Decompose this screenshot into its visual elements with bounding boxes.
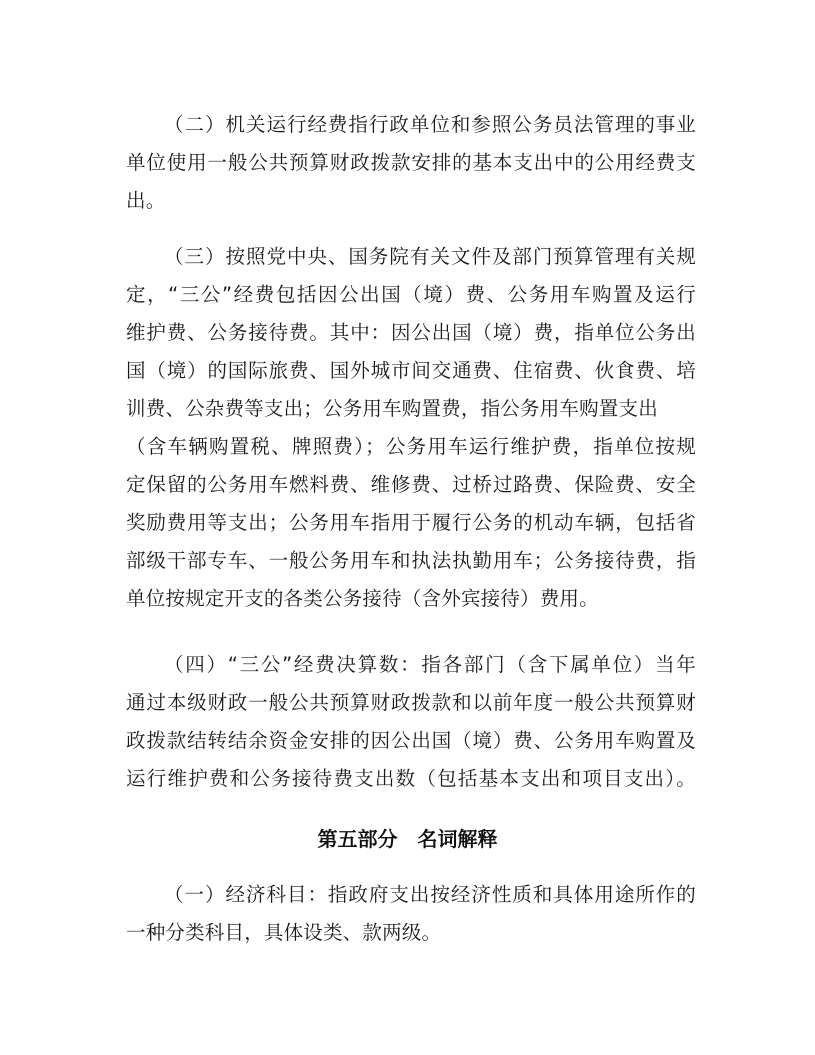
paragraph-line: 定保留的公务用车燃料费、维修费、过桥过路费、保险费、安全 bbox=[126, 473, 696, 496]
paragraph-line: （三）按照党中央、国务院有关文件及部门预算管理有关规 bbox=[164, 245, 696, 268]
paragraph-line: 运行维护费和公务接待费支出数（包括基本支出和项目支出）。 bbox=[126, 767, 696, 790]
paragraph-operating-expenses bbox=[126, 106, 696, 220]
paragraph-final-accounts bbox=[126, 646, 696, 798]
paragraph-line: 训费、公杂费等支出；公务用车购置费，指公务用车购置支出 bbox=[126, 397, 658, 420]
paragraph-line: 奖励费用等支出；公务用车指用于履行公务的机动车辆，包括省 bbox=[126, 511, 696, 534]
paragraph-line: 出。 bbox=[126, 189, 166, 212]
paragraph-line: 部级干部专车、一般公务用车和执法执勤用车；公务接待费，指 bbox=[126, 549, 696, 572]
paragraph-line: 政拨款结转结余资金安排的因公出国（境）费、公务用车购置及 bbox=[126, 729, 696, 752]
paragraph-line: （含车辆购置税、牌照费）；公务用车运行维护费，指单位按规 bbox=[126, 435, 696, 458]
paragraph-line: （四）“三公”经费决算数：指各部门（含下属单位）当年 bbox=[164, 653, 696, 676]
paragraph-economic-classification bbox=[126, 876, 696, 952]
paragraph-line: 单位按规定开支的各类公务接待（含外宾接待）费用。 bbox=[126, 587, 599, 610]
paragraph-line: 维护费、公务接待费。其中：因公出国（境）费，指单位公务出 bbox=[126, 321, 696, 344]
paragraph-line: 定，“三公”经费包括因公出国（境）费、公务用车购置及运行 bbox=[126, 283, 696, 306]
paragraph-line: 一种分类科目，具体设类、款两级。 bbox=[126, 921, 442, 944]
paragraph-line: 单位使用一般公共预算财政拨款安排的基本支出中的公用经费支 bbox=[126, 151, 696, 174]
paragraph-line: （一）经济科目：指政府支出按经济性质和具体用途所作的 bbox=[164, 883, 696, 906]
paragraph-three-public-expenses bbox=[126, 238, 696, 618]
paragraph-line: （二）机关运行经费指行政单位和参照公务员法管理的事业 bbox=[164, 113, 696, 136]
paragraph-line: 通过本级财政一般公共预算财政拨款和以前年度一般公共预算财 bbox=[126, 691, 696, 714]
paragraph-line: 国（境）的国际旅费、国外城市间交通费、住宿费、伙食费、培 bbox=[126, 359, 696, 382]
section-heading: 第五部分 名词解释 bbox=[317, 827, 498, 851]
